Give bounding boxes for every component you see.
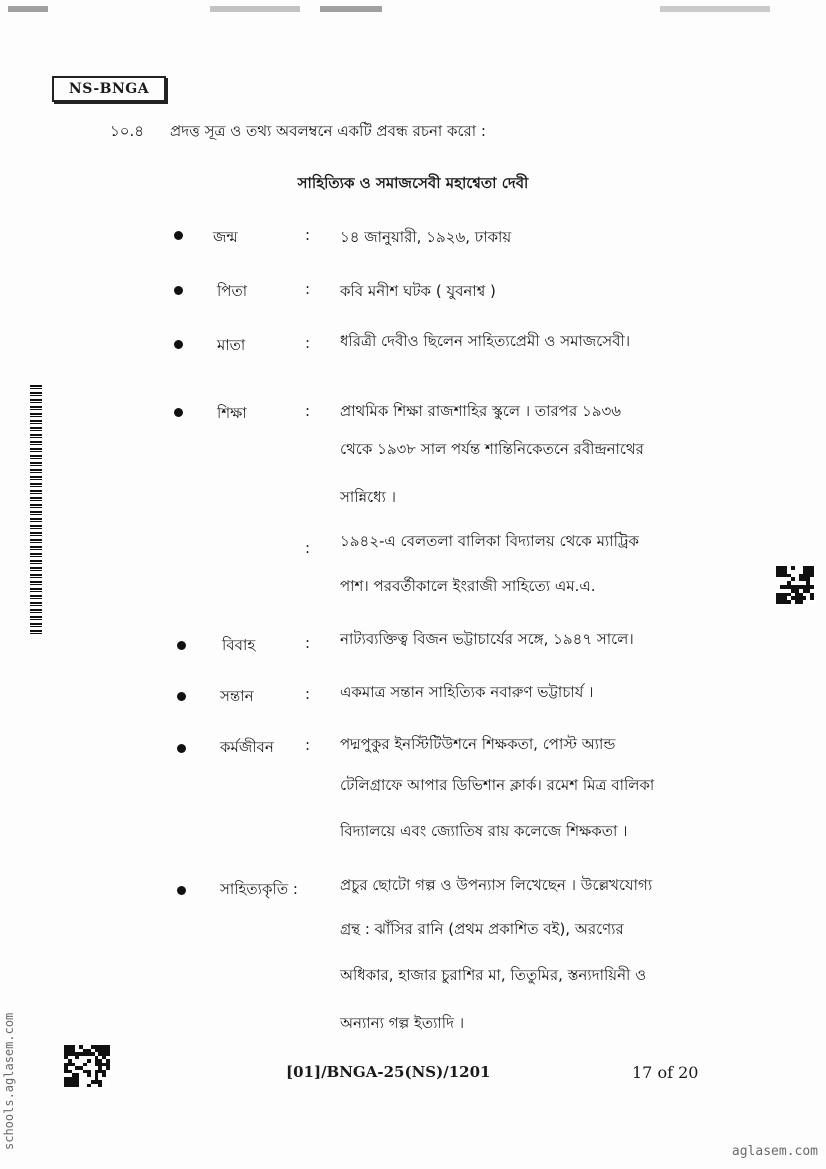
point-colon: : [305, 280, 311, 298]
point-colon: : [305, 634, 311, 652]
point-text-literary-line: অন্যান্য গল্প ইত্যাদি । [340, 1014, 465, 1032]
bullet-icon [174, 408, 183, 417]
qr-code-icon [64, 1045, 110, 1087]
page-number: 17 of 20 [632, 1063, 699, 1082]
point-text-education-line: থেকে ১৯৩৮ সাল পর্যন্ত শান্তিনিকেতনে রবীন্দ্রনাথের [340, 440, 644, 458]
point-colon: : [305, 402, 311, 420]
scan-artifact [660, 6, 770, 12]
point-text-education-line: সান্নিধ্যে । [340, 488, 397, 506]
point-label-literary-works: সাহিত্যকৃতি : [220, 880, 298, 898]
question-instruction: প্রদত্ত সূত্র ও তথ্য অবলম্বনে একটি প্রবন্ধ রচনা করো : [170, 122, 486, 140]
point-text-education-cont-line: ১৯৪২-এ বেলতলা বালিকা বিদ্যালয় থেকে ম্যাট্রিক [340, 532, 640, 550]
scan-artifact [8, 6, 48, 12]
point-colon: : [305, 539, 311, 557]
point-text-literary-line: প্রচুর ছোটো গল্প ও উপন্যাস লিখেছেন । উল্লেখযোগ্য [340, 876, 653, 894]
bullet-icon [177, 641, 186, 650]
point-colon: : [305, 334, 311, 352]
point-text-career-line: পদ্মপুকুর ইনস্টিটিউশনে শিক্ষকতা, পোস্ট অ্যান্ড [340, 735, 616, 753]
point-label-mother: মাতা [217, 336, 246, 354]
point-colon: : [305, 685, 311, 703]
bullet-icon [174, 340, 183, 349]
point-text-birth: ১৪ জানুয়ারী, ১৯২৬, ঢাকায় [340, 228, 512, 246]
qr-code-icon [776, 566, 814, 604]
scan-artifact [210, 6, 300, 12]
paper-footer-code: [01]/BNGA-25(NS)/1201 [286, 1063, 491, 1081]
paper-code-box: NS-BNGA [52, 76, 166, 102]
point-text-literary-line: অধিকার, হাজার চুরাশির মা, তিতুমির, স্তন্যদায়িনী ও [340, 966, 647, 984]
watermark-bottom: aglasem.com [731, 1144, 818, 1159]
point-text-career-line: বিদ্যালয়ে এবং জ্যোতিষ রায় কলেজে শিক্ষকতা । [340, 822, 628, 840]
point-text-father: কবি মনীশ ঘটক ( যুবনাশ্ব ) [340, 282, 496, 300]
point-text-child: একমাত্র সন্তান সাহিত্যিক নবারুণ ভট্টাচার্য । [340, 683, 594, 701]
watermark-side: schools.aglasem.com [2, 1012, 16, 1150]
point-text-education-line: প্রাথমিক শিক্ষা রাজশাহির স্কুলে । তারপর ১৯৩৬ [340, 402, 621, 420]
bullet-icon [177, 744, 186, 753]
bullet-icon [174, 231, 183, 240]
question-number: ১০.৪ [110, 122, 144, 140]
bullet-icon [177, 886, 186, 895]
barcode-image [30, 385, 42, 635]
point-label-birth: জন্ম [213, 228, 238, 246]
point-label-career: কর্মজীবন [220, 738, 274, 756]
scan-artifact [320, 6, 382, 12]
bullet-icon [174, 286, 183, 295]
point-label-marriage: বিবাহ [222, 636, 256, 654]
point-label-father: পিতা [217, 282, 248, 300]
essay-title: সাহিত্যিক ও সমাজসেবী মহাশ্বেতা দেবী [297, 174, 529, 192]
point-text-education-cont-line: পাশ। পরবর্তীকালে ইংরাজী সাহিত্যে এম.এ. [340, 577, 596, 595]
point-label-child: সন্তান [220, 687, 254, 705]
point-text-career-line: টেলিগ্রাফে আপার ডিভিশান ক্লার্ক। রমেশ মিত্র বালিকা [340, 776, 655, 794]
point-text-marriage: নাট্যব্যক্তিত্ব বিজন ভট্টাচার্যের সঙ্গে, ১৯৪৭ সালে। [340, 630, 634, 648]
point-label-education: শিক্ষা [217, 404, 247, 422]
point-text-literary-line: গ্রন্থ : ঝাঁসির রানি (প্রথম প্রকাশিত বই), অরণ্যের [340, 920, 624, 938]
bullet-icon [177, 692, 186, 701]
point-text-mother: ধরিত্রী দেবীও ছিলেন সাহিত্যপ্রেমী ও সমাজসেবী। [340, 332, 631, 350]
point-colon: : [305, 736, 311, 754]
point-colon: : [305, 226, 311, 244]
